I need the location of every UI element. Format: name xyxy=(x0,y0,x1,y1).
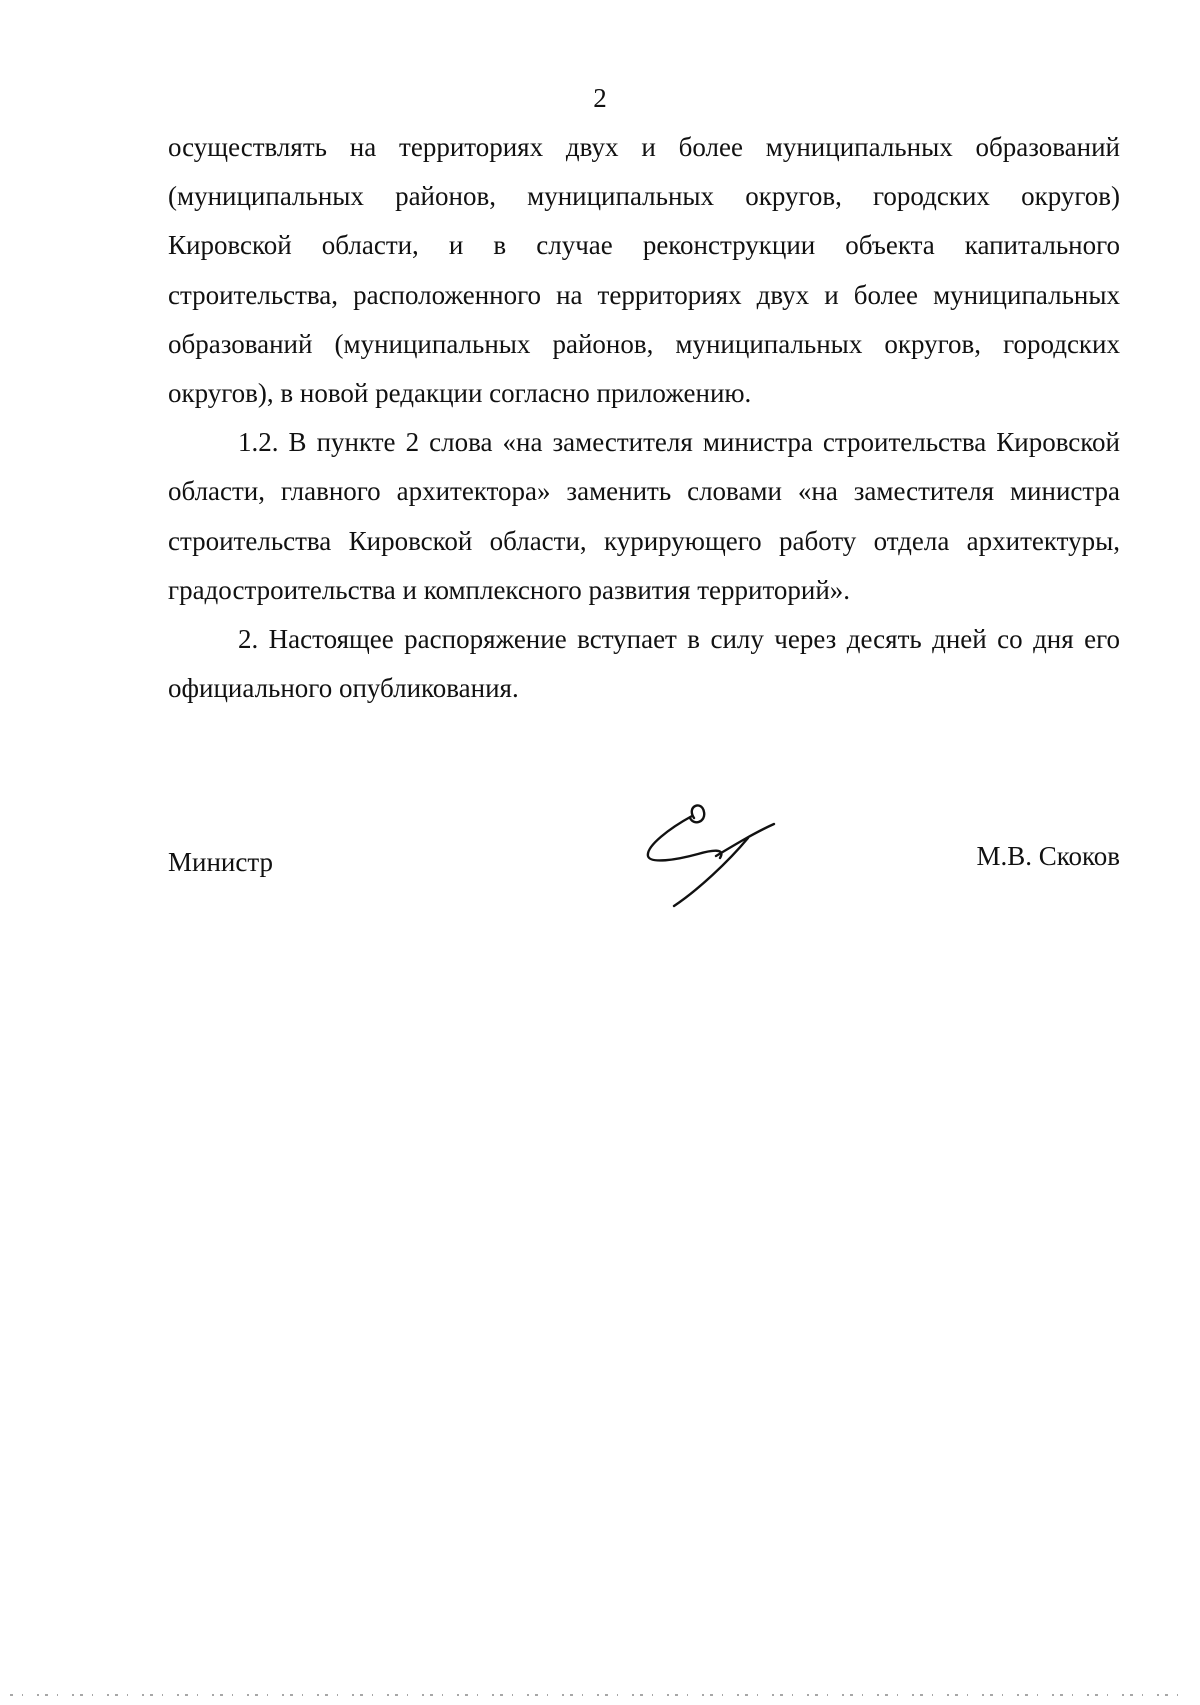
scan-edge-artifact xyxy=(0,1692,1200,1698)
signer-title: Министр xyxy=(168,847,273,877)
handwritten-signature-icon xyxy=(636,800,776,910)
paragraph-continuation: осуществлять на территориях двух и более муниципальных образований (муниципальных районов, муниципальных округов, городских округов) Кировской области, и в случае реконструкции объекта капитального строительства, расположенного на территориях двух и более муниципальных образований (муниципальных районов, муниципальных округов, городских округов), в новой редакции согласно приложению. xyxy=(168,132,1120,409)
document-body xyxy=(168,123,1120,713)
page-number: 2 xyxy=(593,83,607,113)
paragraph-item-1-2: 1.2. В пункте 2 слова «на заместителя министра строительства Кировской области, главного архитектора» заменить словами «на заместителя министра строительства Кировской области, курирующего работу отдела архитектуры, градостроительства и комплексного развития территорий». xyxy=(168,427,1120,605)
signature-block xyxy=(168,800,1120,920)
signer-name: М.В. Скоков xyxy=(976,841,1120,871)
paragraph-item-2: 2. Настоящее распоряжение вступает в силу через десять дней со дня его официального опубликования. xyxy=(168,624,1120,704)
